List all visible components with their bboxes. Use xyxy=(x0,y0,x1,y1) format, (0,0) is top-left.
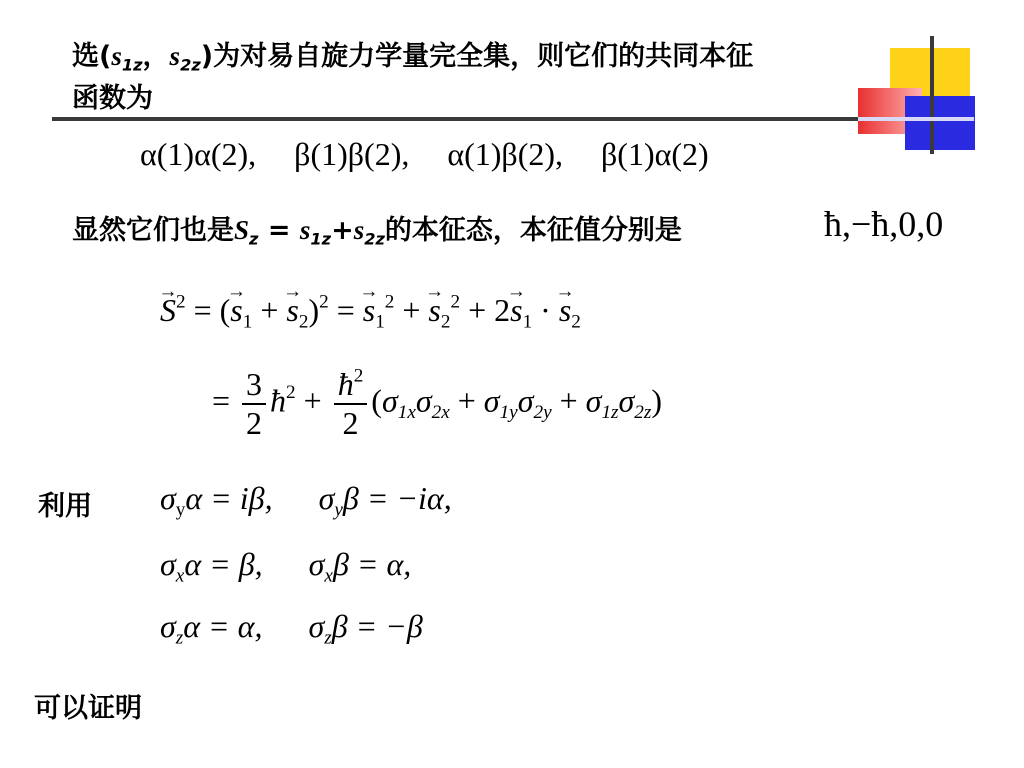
eigenfunction-4: β(1)α(2) xyxy=(601,136,709,172)
decor-blue-square xyxy=(905,96,975,150)
eigenfunction-1: α(1)α(2), xyxy=(140,136,257,172)
header-line-1: 选($s_{1z}$，$s_{2z}$)为对易自旋力学量完全集，则它们的共同本征 xyxy=(72,41,754,75)
spin-square-equation-1: → $S^2$ = (→ $s_1$ + → $s_2)^2$ = → $s_1^2$ + → $s_2^2 + 2\to s_1$ · → $s_2$ xyxy=(160,292,581,329)
relation-row-3: $\sigma_z\alpha = \alpha$, $\sigma_z\beta = -\beta$ xyxy=(160,608,423,649)
relation-row-1: $\sigma_y\alpha = i\beta$, $\sigma_y\beta = -i\alpha$, xyxy=(160,480,452,521)
eigenfunction-3: α(1)β(2), xyxy=(447,136,564,172)
eigenvalues: ħ,−ħ,0,0 xyxy=(824,204,944,244)
footer-text: 可以证明 xyxy=(34,693,142,724)
relation-row-2: $\sigma_x\alpha = \beta$, $\sigma_x\beta = \alpha$, xyxy=(160,546,412,587)
decor-vertical-line xyxy=(930,36,934,154)
spin-square-equation-2: = $\frac{3}{2}$ $ħ^2$ + $\frac{ħ^2}{2}$ $(\sigma_{1x}\sigma_{2x} + \sigma_{1y}\sigma_{2y} + \sigma_{1z}\sigma_{2z})$ xyxy=(212,365,662,441)
decor-white-bar xyxy=(858,117,974,121)
eigenstate-statement: 显然它们也是$S_z = s_{1z}+s_{2z}$的本征态，本征值分别是 xyxy=(72,215,682,249)
header-line-2: 函数为 xyxy=(72,83,153,114)
fraction-hbar-sq-half: $\frac{ħ^2}{2}$ xyxy=(334,366,368,442)
decor-horizontal-rule xyxy=(52,117,974,121)
eigenfunction-list xyxy=(140,136,709,173)
eigenfunction-2: β(1)β(2), xyxy=(294,136,410,172)
relations-label: 利用 xyxy=(38,491,92,522)
fraction-three-halves: $\frac{3}{2}$ xyxy=(242,366,266,442)
